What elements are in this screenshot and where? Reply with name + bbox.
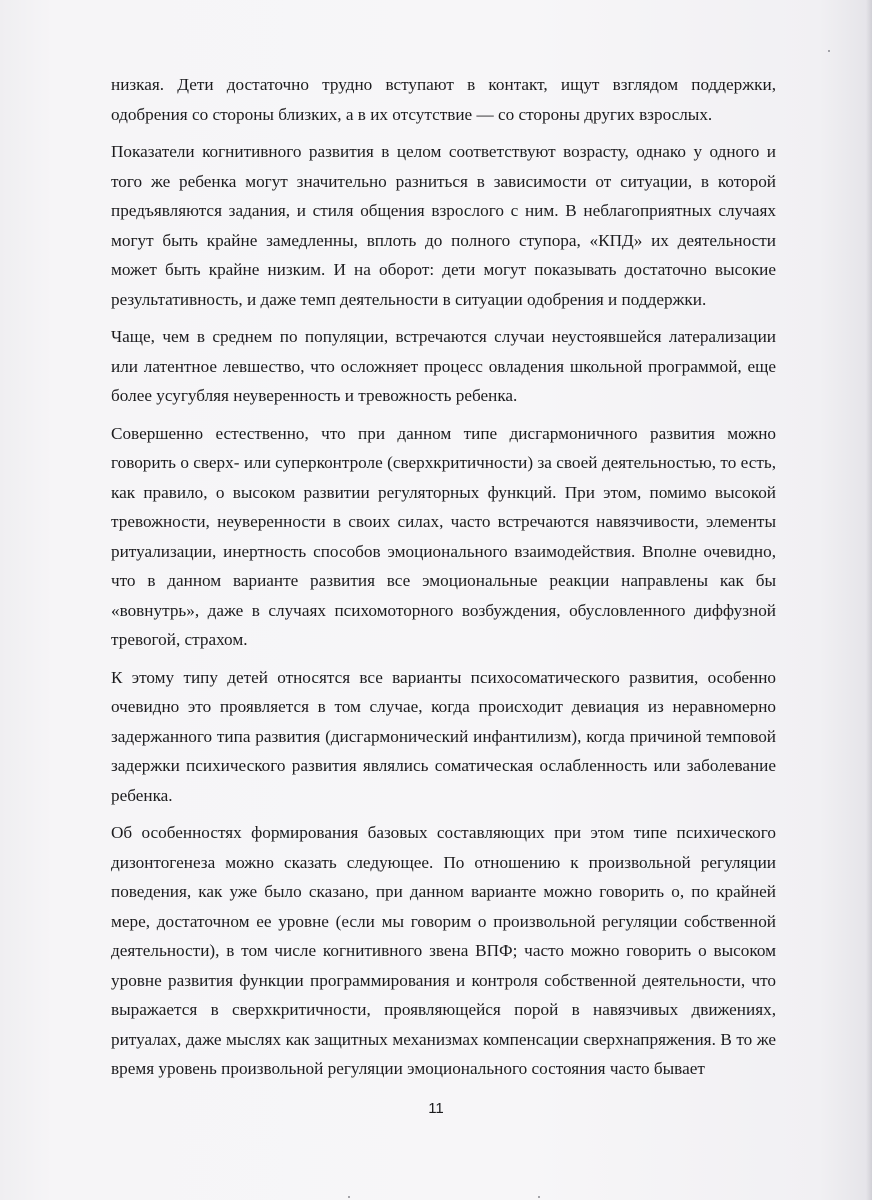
paragraph-psychosomatic: К этому типу детей относятся все варианты психосоматического развития, особенно очевидно это проявляется в том случае, когда происходит девиация из неравномерно задержанного типа развития (дисгармонический инфантилизм), когда причиной темповой задержки психического развития являлись соматическая ослабленность или заболевание ребенка.: [111, 667, 776, 805]
paragraph-overcontrol: Совершенно естественно, что при данном типе дисгармоничного развития можно говорить о сверх- или суперконтроле (сверхкритичности) за своей деятельностью, то есть, как правило, о высоком развитии регуляторных функций. При этом, помимо высокой тревожности, неуверенности в своих силах, часто встречаются навязчивости, элементы ритуализации, инертность способов эмоционального взаимодействия. Вполне очевидно, что в данном варианте развития все эмоциональные реакции направлены как бы «вовнутрь», даже в случаях психомоторного возбуждения, обусловленного диффузной тревогой, страхом.: [111, 423, 776, 649]
paragraph-basic-components: Об особенностях формирования базовых составляющих при этом типе психического дизонтогенеза можно сказать следующее. По отношению к произвольной регуляции поведения, как уже было сказано, при данном варианте можно говорить о, по крайней мере, достаточном ее уровне (если мы говорим о произвольной регуляции собственной деятельности), в том числе когнитивного звена ВПФ; часто можно говорить о высоком уровне развития функции программирования и контроля собственной деятельности, что выражается в сверхкритичности, проявляющейся порой в навязчивых движениях, ритуалах, даже мыслях как защитных механизмах компенсации сверхнапряжения. В то же время уровень произвольной регуляции эмоционального состояния часто бывает: [111, 823, 776, 1078]
paragraph-lateralization: Чаще, чем в среднем по популяции, встречаются случаи неустоявшейся латерализации или латентное левшество, что осложняет процесс овладения школьной программой, еще более усугубляя неуверенность и тревожность ребенка.: [111, 327, 776, 405]
page-number: 11: [428, 1100, 444, 1117]
scan-speck: [348, 1196, 350, 1198]
paragraph-cognitive-development: Показатели когнитивного развития в целом соответствуют возрасту, однако у одного и того же ребенка могут значительно разниться в зависимости от ситуации, в которой предъявляются задания, и стиля общения взрослого с ним. В неблагоприятных случаях могут быть крайне замедленны, вплоть до полного ступора, «КПД» их деятельности может быть крайне низким. И на оборот: дети могут показывать достаточно высокие результативность, и даже темп деятельности в ситуации одобрения и поддержки.: [111, 142, 776, 309]
paragraph-continuation: низкая. Дети достаточно трудно вступают в контакт, ищут взглядом поддержки, одобрения со стороны близких, а в их отсутствие — со стороны других взрослых.: [111, 75, 776, 124]
page-edge-shadow: [866, 0, 872, 1200]
scan-speck: [538, 1196, 540, 1198]
body-text: [111, 70, 776, 1092]
scan-speck: [828, 50, 830, 52]
